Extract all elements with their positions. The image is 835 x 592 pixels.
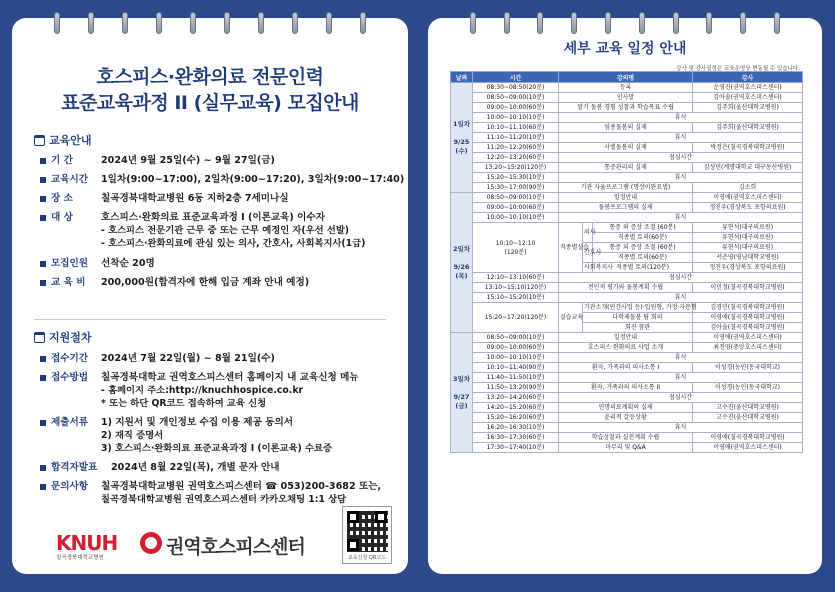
- qr-finder: [347, 539, 359, 551]
- info-row-period: [40, 154, 392, 167]
- table-row: [451, 163, 803, 173]
- time-cell: 13:20~15:20(120분): [473, 163, 559, 173]
- lecture-cell: 다학제돌봄 팀 회의: [583, 313, 693, 323]
- lecture-cell: 직종별 토의(60분): [593, 233, 693, 243]
- info-row-time: [40, 173, 405, 186]
- instructor-cell: 김아솔(권역호스피스센터): [693, 93, 803, 103]
- table-row: [451, 413, 803, 423]
- lecture-cell: 직종별 토의(60분): [593, 253, 693, 263]
- instructor-cell: 류현석(대구의료원): [693, 223, 803, 233]
- instructor-cell: 이성경(농인(동국대학교): [693, 383, 803, 393]
- lecture-cell: 휴식: [559, 133, 803, 143]
- recruitment-notice-card: [12, 18, 408, 574]
- lecture-cell: 점심시간: [559, 393, 803, 403]
- table-row: [451, 223, 803, 233]
- row-value: 호스피스·완화의료 표준교육과정 I (이론교육) 이수자: [101, 212, 325, 223]
- lecture-cell: 휴식: [559, 113, 803, 123]
- time-cell: 09:00~10:00(60분): [473, 203, 559, 213]
- time-cell: 15:20~17:20(120분): [473, 303, 559, 333]
- lecture-cell: 인사말: [559, 93, 693, 103]
- header-instructor: 강사: [693, 72, 803, 83]
- instructor-cell: 이영애(칠곡경북대학교병원): [693, 433, 803, 443]
- section-title: 교육안내: [49, 134, 92, 147]
- lecture-cell: 말기 돌봄 경험 성찰과 학습목표 수립: [559, 103, 693, 113]
- table-row: [451, 123, 803, 133]
- lecture-cell: 일정안내: [559, 193, 693, 203]
- lecture-cell: 점심시간: [559, 153, 803, 163]
- lecture-cell: 학습성찰과 실천계획 수립: [559, 433, 693, 443]
- time-cell: 15:20~15:30(10분): [473, 173, 559, 183]
- table-row: [451, 83, 803, 93]
- instructor-cell: 김주희(울산대학교병원): [693, 123, 803, 133]
- proc-row-method: [40, 371, 392, 384]
- info-row-target: [40, 211, 392, 224]
- table-row: [451, 203, 803, 213]
- row-value: 2024년 9월 25일(수) ~ 9월 27일(금): [101, 155, 275, 166]
- instructor-cell: 정진우(경상북도 포항의료원): [693, 263, 803, 273]
- row-value: 1일차(9:00~17:00), 2일차(9:00~17:20), 3일차(9:00~17:40): [101, 174, 405, 185]
- lecture-cell: 휴식: [559, 353, 803, 363]
- time-cell: 10:10~11:10(60분): [473, 123, 559, 133]
- row-value: 2024년 8월 22일(목), 개별 문자 안내: [111, 462, 280, 473]
- time-cell: 08:30~08:50(20분): [473, 83, 559, 93]
- table-row: [451, 443, 803, 453]
- time-cell: 08:50~09:00(10분): [473, 193, 559, 203]
- binder-rings: [428, 12, 822, 36]
- schedule-table: [450, 71, 803, 453]
- time-cell: 11:50~13:20(90분): [473, 383, 559, 393]
- lecture-cell: 윤리적 갈등상황: [559, 413, 693, 423]
- procedure-list: [40, 352, 392, 506]
- day-label: 1일차 9/25 (수): [451, 83, 473, 193]
- table-row: [451, 403, 803, 413]
- table-row: [451, 133, 803, 143]
- docs-sub-2: 3) 호스피스·완화의료 표준교육과정 I (이론교육) 수료증: [101, 443, 332, 454]
- time-cell: 08:50~09:00(10분): [473, 93, 559, 103]
- table-row: [451, 343, 803, 353]
- table-row: [451, 113, 803, 123]
- profession-cell: 의사: [583, 223, 593, 243]
- instructor-cell: 박정은(칠곡경북대학교병원): [693, 143, 803, 153]
- row-key: 제출서류: [51, 417, 89, 428]
- lecture-cell: 임종돌봄의 실제: [559, 123, 693, 133]
- section-application-procedure: [34, 329, 92, 345]
- proc-row-documents: [40, 416, 392, 429]
- time-cell: 13:20~14:20(60분): [473, 393, 559, 403]
- time-cell: 11:20~12:20(60분): [473, 143, 559, 153]
- lecture-cell: 기관 자율프로그램 (명상이완요법): [559, 183, 693, 193]
- row-value: 200,000원(합격자에 한해 입금 계좌 안내 예정): [101, 277, 310, 288]
- lecture-cell: 휴식: [559, 423, 803, 433]
- main-title-line2: 표준교육과정 II (실무교육) 모집안내: [61, 92, 359, 114]
- contact-sub-1: 칠곡경북대학교병원 권역호스피스센터 카카오채팅 1:1 상담: [101, 494, 347, 505]
- knuh-logo: KNUH: [56, 531, 118, 555]
- row-value: 1) 지원서 및 개인정보 수집 이용 제공 동의서: [101, 417, 293, 428]
- table-row: [451, 103, 803, 113]
- time-cell: 13:10~15:10(120분): [473, 283, 559, 293]
- row-value: 선착순 20명: [101, 258, 155, 269]
- schedule-card: [428, 18, 822, 574]
- table-row: [451, 353, 803, 363]
- table-row: [451, 383, 803, 393]
- calendar-icon: [34, 135, 45, 146]
- table-row: [451, 283, 803, 293]
- time-cell: 11:10~11:20(10분): [473, 133, 559, 143]
- day-label: 3일차 9/27 (금): [451, 333, 473, 453]
- table-row: [451, 363, 803, 373]
- section-title: 지원절차: [49, 331, 92, 344]
- table-row: [451, 423, 803, 433]
- time-cell: 09:00~10:00(60분): [473, 343, 559, 353]
- info-row-capacity: [40, 257, 392, 270]
- lecture-cell: 통증관리의 실제: [559, 163, 693, 173]
- lecture-cell: 휴식: [559, 373, 803, 383]
- lecture-cell: 통증 외 증상 조절 (60분): [593, 243, 693, 253]
- time-cell: 12:20~13:20(60분): [473, 153, 559, 163]
- time-cell: 10:00~10:10(10분): [473, 353, 559, 363]
- row-key: 모집인원: [51, 258, 89, 269]
- table-row: [451, 143, 803, 153]
- proc-row-period: [40, 352, 392, 365]
- lecture-cell: 휴식: [559, 213, 803, 223]
- lecture-cell: 회진 참관: [583, 323, 693, 333]
- table-header-row: [451, 72, 803, 83]
- method-sub-url[interactable]: - 홈페이지 주소:http://knuchhospice.co.kr: [101, 385, 304, 396]
- binder-rings: [12, 12, 408, 36]
- hospice-center-name: 권역호스피스센터: [166, 536, 305, 558]
- lecture-cell: 기관소개(연간사업 등)·입원형, 가정·자문형: [584, 304, 697, 311]
- instructor-cell: 류현석(대구의료원): [693, 243, 803, 253]
- table-row: [451, 153, 803, 163]
- instructor-cell: 최진영(중앙호스피스센터): [693, 343, 803, 353]
- row-key: 문의사항: [51, 481, 89, 492]
- docs-sub-1: 2) 재직 증명서: [101, 430, 164, 441]
- practice-category: 실습교육: [559, 303, 583, 333]
- section-education-info: [34, 132, 92, 148]
- main-title-line1: 호스피스·완화의료 전문인력: [96, 66, 324, 88]
- table-row: [451, 373, 803, 383]
- table-row: [451, 173, 803, 183]
- time-cell: 10:10~12:10 (120분): [473, 223, 559, 273]
- row-value: 칠곡경북대학교병원 권역호스피스센터 ☎ 053)200-3682 또는,: [101, 481, 382, 492]
- time-cell: 10:00~10:10(10분): [473, 213, 559, 223]
- education-info-list: [40, 154, 405, 289]
- lecture-cell: 등록: [559, 83, 693, 93]
- header-lecture: 강의명: [559, 72, 693, 83]
- row-key: 접수기간: [51, 353, 89, 364]
- profession-cell: 사회복지사: [584, 264, 613, 271]
- info-row-place: [40, 192, 392, 205]
- lecture-cell: 돌봄프로그램의 실제: [559, 203, 693, 213]
- lecture-cell: 통증 외 증상 조절 (60분): [593, 223, 693, 233]
- instructor-cell: 김주희(울산대학교병원): [693, 103, 803, 113]
- time-cell: 14:20~15:20(60분): [473, 403, 559, 413]
- header-time: 시간: [473, 72, 559, 83]
- row-key: 대 상: [51, 212, 73, 223]
- time-cell: 17:30~17:40(10분): [473, 443, 559, 453]
- lecture-cell: 환자, 가족과의 의사소통 I: [559, 363, 693, 373]
- row-key: 교육시간: [51, 174, 89, 185]
- lecture-cell: 휴식: [559, 293, 803, 303]
- time-cell: 08:50~09:00(10분): [473, 333, 559, 343]
- instructor-cell: 이영애(권역호스피스센터): [693, 333, 803, 343]
- header-date: 날짜: [451, 72, 473, 83]
- lecture-cell: 전인적 평가와 돌봄계획 수립: [559, 283, 693, 293]
- table-row: [451, 433, 803, 443]
- info-row-fee: [40, 276, 392, 289]
- knuh-logo-subtitle: 칠곡경북대학교병원: [56, 555, 104, 561]
- row-key: 교 육 비: [51, 277, 86, 288]
- instructor-cell: 김성민(계명대학교 대구동산병원): [693, 163, 803, 173]
- time-cell: 15:20~16:20(60분): [473, 413, 559, 423]
- instructor-cell: 이영애(권역호스피스센터): [693, 443, 803, 453]
- lecture-cell: 일정안내: [559, 333, 693, 343]
- table-row: [451, 293, 803, 303]
- row-value: 2024년 7월 22일(월) ~ 8월 21일(수): [101, 353, 275, 364]
- instructor-cell: 이성경(농인(동국대학교): [693, 363, 803, 373]
- table-row: [451, 213, 803, 223]
- instructor-cell: 김경민(칠곡경북대학교병원): [693, 303, 803, 313]
- instructor-cell: 류현석(대구의료원): [693, 233, 803, 243]
- qr-finder: [347, 511, 359, 523]
- table-row: [451, 333, 803, 343]
- instructor-cell: 이영애(권역호스피스센터): [693, 193, 803, 203]
- method-sub-qr: * 또는 하단 QR코드 접속하여 교육 신청: [101, 398, 267, 409]
- row-key: 접수방법: [51, 372, 89, 383]
- instructor-cell: 이영애(칠곡경북대학교병원): [693, 313, 803, 323]
- schedule-note: 강사 및 강사일정은 교육운영상 변동될 수 있습니다.: [676, 66, 800, 72]
- day-label: 2일차 9/26 (목): [451, 193, 473, 333]
- registration-qr-code[interactable]: [342, 506, 392, 564]
- lecture-cell: 연명의료계획의 실제: [559, 403, 693, 413]
- practice-category: 직종별실습: [559, 223, 583, 273]
- table-row: [451, 303, 803, 313]
- proc-row-contact: [40, 480, 392, 493]
- lecture-cell: 호스피스·완화의료 사업 소개: [559, 343, 693, 353]
- table-row: [451, 183, 803, 193]
- time-cell: 12:10~13:10(60분): [473, 273, 559, 283]
- instructor-cell: 서준영(영남대학교병원): [693, 253, 803, 263]
- lecture-cell: 휴식: [559, 173, 803, 183]
- instructor-cell: 이민정(칠곡경북대학교병원): [693, 283, 803, 293]
- time-cell: 10:00~10:10(10분): [473, 113, 559, 123]
- instructor-cell: 고수진(울산대학교병원): [693, 413, 803, 423]
- time-cell: 11:40~11:50(10분): [473, 373, 559, 383]
- time-cell: 15:30~17:00(90분): [473, 183, 559, 193]
- schedule-title: 세부 교육 일정 안내: [563, 41, 687, 57]
- instructor-cell: 운영진(권역호스피스센터): [693, 83, 803, 93]
- row-value: 칠곡경북대학교 권역호스피스센터 홈페이지 내 교육신청 메뉴: [101, 372, 359, 383]
- lecture-cell: 마무리 및 Q&A: [559, 443, 693, 453]
- lecture-cell: 환자, 가족과의 의사소통 II: [559, 383, 693, 393]
- instructor-cell: 김소희: [693, 183, 803, 193]
- row-key: 합격자발표: [51, 462, 98, 473]
- row-value: 칠곡경북대학교병원 6동 지하2층 7세미나실: [101, 193, 289, 204]
- instructor-cell: 정진우(경상북도 포항의료원): [693, 203, 803, 213]
- lecture-cell: 사별돌봄의 실제: [559, 143, 693, 153]
- section-divider: [34, 319, 386, 320]
- proc-row-result: [40, 461, 392, 474]
- row-key: 기 간: [51, 155, 73, 166]
- table-row: [451, 93, 803, 103]
- target-sub-1: - 호스피스 전문기관 근무 중 또는 근무 예정인 자(우선 선발): [101, 225, 350, 236]
- instructor-cell: 고수진(울산대학교병원): [693, 403, 803, 413]
- lecture-cell: 직종별 토의(120분): [593, 263, 693, 273]
- time-cell: 15:10~15:20(10분): [473, 293, 559, 303]
- time-cell: 16:20~16:30(10분): [473, 423, 559, 433]
- hospice-center-logo-icon: [140, 532, 162, 554]
- row-key: 장 소: [51, 193, 73, 204]
- lecture-cell: 점심시간: [559, 273, 803, 283]
- profession-cell: 간호사: [583, 243, 593, 263]
- qr-caption: 교육신청 QR코드: [348, 555, 386, 561]
- instructor-cell: 김아솔(칠곡경북대학교병원): [693, 323, 803, 333]
- time-cell: 10:10~11:40(90분): [473, 363, 559, 373]
- time-cell: 16:30~17:30(60분): [473, 433, 559, 443]
- table-row: [451, 393, 803, 403]
- time-cell: 09:00~10:00(60분): [473, 103, 559, 113]
- table-row: [451, 273, 803, 283]
- target-sub-2: - 호스피스·완화의료에 관심 있는 의사, 간호사, 사회복지사(1급): [101, 238, 366, 249]
- qr-finder: [375, 511, 387, 523]
- calendar-icon: [34, 332, 45, 343]
- table-row: [451, 193, 803, 203]
